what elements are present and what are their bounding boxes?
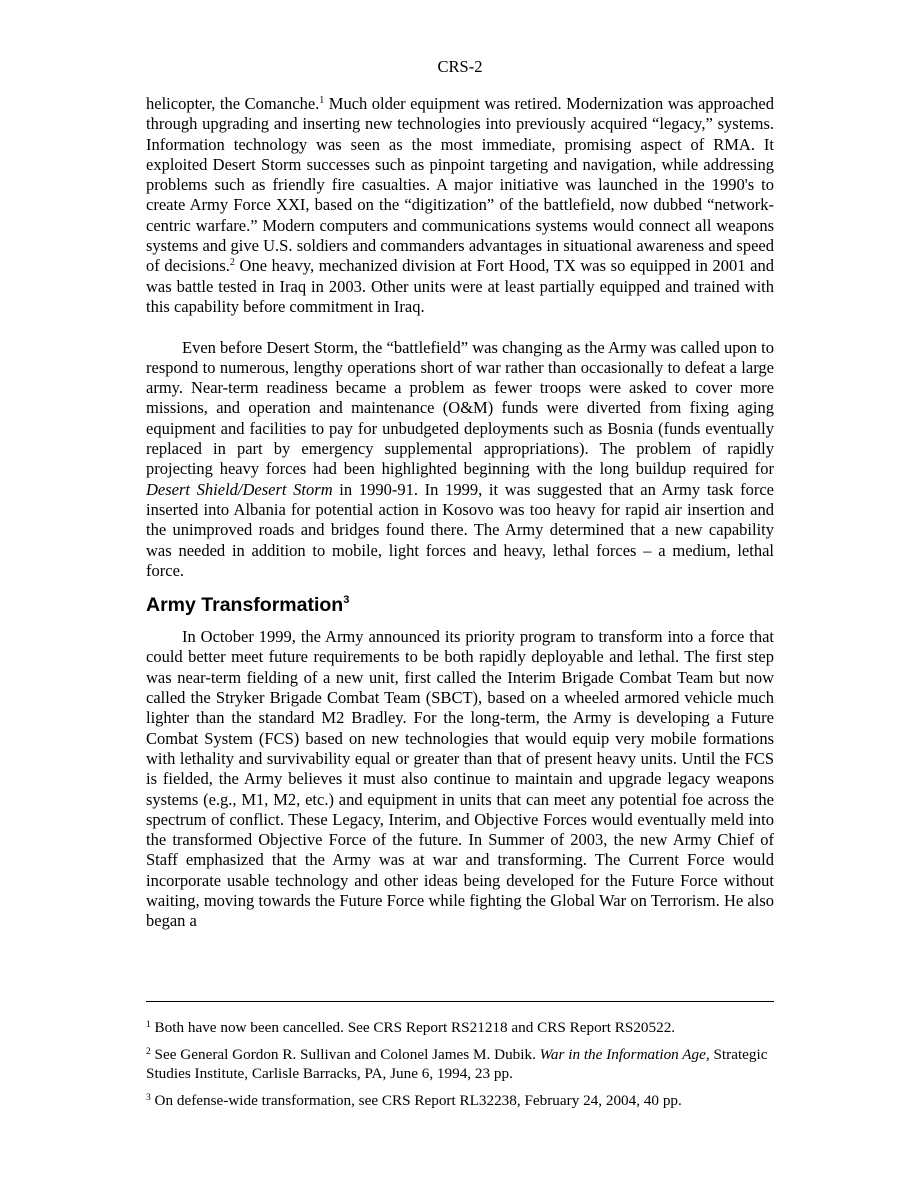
- paragraph-2-text-b: in 1990-91. In 1999, it was suggested that an Army task force inserted into Albania for potential action in Kosovo was too heavy for rapid air insertion and the unimproved roads and bridges found there. The Army determined that a new capability was needed in addition to mobile, light forces and heavy, lethal forces – a medium, lethal force.: [146, 479, 774, 580]
- paragraph-1-text-b: Much older equipment was retired. Modernization was approached through upgrading and inserting new technologies into previously acquired “legacy,” systems. Information technology was seen as the most immediate, promising aspect of RMA. It exploited Desert Storm successes such as pinpoint targeting and navigation, while addressing problems such as friendly fire casualties. A major initiative was launched in the 1990's to create Army Force XXI, based on the “digitization” of the battlefield, now dubbed “network-centric warfare.” Modern computers and communications systems would connect all weapons systems and give U.S. soldiers and commanders advantages in situational awareness and speed of decisions.: [146, 94, 774, 276]
- paragraph-2-italic-title: Desert Shield/Desert Storm: [146, 479, 333, 499]
- footnote-2: [146, 1045, 774, 1083]
- footnotes: [146, 1018, 774, 1118]
- paragraph-2-text-a: Even before Desert Storm, the “battlefield” was changing as the Army was called upon to respond to numerous, lengthy operations short of war rather than occasionally to defeat a large army. Near-term readiness became a problem as fewer troops were asked to cover more missions, and operation and maintenance (O&M) funds were diverted from fixing aging equipment and facilities to pay for unbudgeted deployments such as Bosnia (funds eventually replaced in part by emergency supplemental appropriations). The problem of rapidly projecting heavy forces had been highlighted beginning with the long buildup required for: [146, 337, 774, 479]
- page-number-header: CRS-2: [437, 57, 483, 76]
- body-text: [146, 94, 774, 932]
- footnote-ref-1[interactable]: 1: [319, 95, 325, 106]
- paragraph-1-text-a: helicopter, the Comanche.: [146, 94, 320, 113]
- footnote-2-number: 2: [146, 1047, 151, 1057]
- section-heading: [146, 593, 774, 617]
- footnote-3-text: On defense-wide transformation, see CRS Report RL32238, February 24, 2004, 40 pp.: [150, 1092, 682, 1109]
- footnote-3: [146, 1091, 774, 1110]
- footnote-1: [146, 1018, 774, 1037]
- paragraph-1-text-c: One heavy, mechanized division at Fort Hood, TX was so equipped in 2001 and was battle tested in Iraq in 2003. Other units were at least partially equipped and trained with this capability before commitment in Iraq.: [146, 256, 775, 316]
- footnote-ref-3[interactable]: 3: [343, 594, 350, 607]
- footnote-divider: [146, 1001, 774, 1002]
- paragraph-1: [146, 94, 774, 317]
- footnote-2-text-b: , Strategic Studies Institute, Carlisle Barracks, PA, June 6, 1994, 23 pp.: [146, 1046, 768, 1082]
- footnote-1-number: 1: [146, 1020, 151, 1030]
- section-heading-text: Army Transformation: [146, 594, 344, 617]
- footnote-1-text: Both have now been cancelled. See CRS Report RS21218 and CRS Report RS20522.: [150, 1019, 676, 1036]
- footnote-3-number: 3: [146, 1093, 151, 1103]
- paragraph-3: In October 1999, the Army announced its priority program to transform into a force that could better meet future requirements to be both rapidly deployable and lethal. The first step was near-term fielding of a new unit, first called the Interim Brigade Combat Team but now called the Stryker Brigade Combat Team (SBCT), based on a wheeled armored vehicle much lighter than the standard M2 Bradley. For the long-term, the Army is developing a Future Combat System (FCS) based on new technologies that would equip very mobile formations with lethality and survivability equal or greater than that of present heavy units. Until the FCS is fielded, the Army believes it must also continue to maintain and upgrade legacy weapons systems (e.g., M1, M2, etc.) and equipment in units that can meet any potential foe across the spectrum of conflict. These Legacy, Interim, and Objective Forces would eventually meld into the transformed Objective Force of the future. In Summer of 2003, the new Army Chief of Staff emphasized that the Army was at war and transforming. The Current Force would incorporate usable technology and other ideas being developed for the Future Force without waiting, moving towards the Future Force while fighting the Global War on Terrorism. He also began a: [146, 627, 774, 931]
- footnote-2-italic-title: War in the Information Age: [539, 1046, 706, 1063]
- footnote-2-text-a: See General Gordon R. Sullivan and Colonel James M. Dubik.: [150, 1046, 540, 1063]
- paragraph-2: [146, 338, 774, 582]
- footnote-ref-2[interactable]: 2: [229, 257, 235, 269]
